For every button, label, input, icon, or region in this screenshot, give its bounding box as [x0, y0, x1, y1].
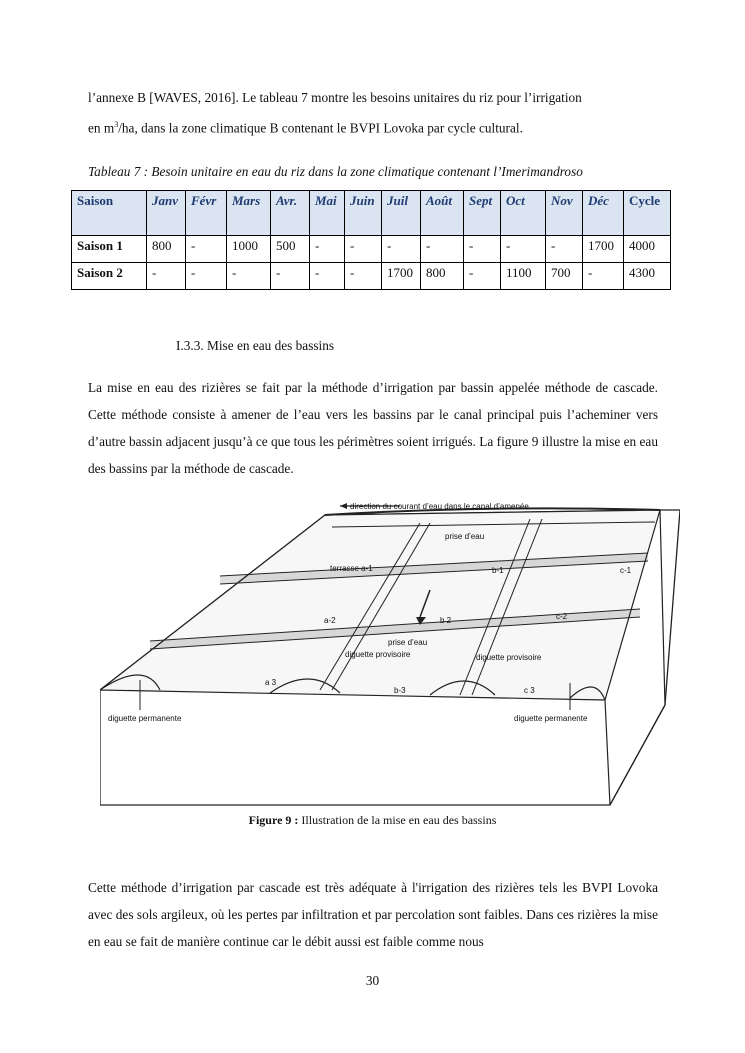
paragraph-adequacy: Cette méthode d’irrigation par cascade est très adéquate à l'irrigation des rizières tels les BVPI Lovoka avec des sols argileux, où les pertes par infiltration et par percolation sont faibles. Dans ces rizières la mise en eau se fait de manière continue car le débit aussi est faible comme nous [88, 880, 658, 949]
header-juil: Juil [382, 191, 421, 236]
table-cell: - [345, 263, 382, 290]
cascade-irrigation-figure [100, 495, 680, 810]
table-cell: - [310, 236, 345, 263]
superscript-3: 3 [114, 120, 119, 129]
header-cycle: Cycle [624, 191, 671, 236]
label-prise-2: prise d’eau [388, 638, 428, 647]
figure-caption [0, 813, 745, 828]
header-mars: Mars [227, 191, 271, 236]
label-diguette-permanente-2: diguette permanente [514, 714, 588, 723]
table-cell: 800 [421, 263, 464, 290]
label-b3: b-3 [394, 686, 406, 695]
page-number: 30 [365, 973, 380, 988]
table-cell: - [186, 263, 227, 290]
figure-caption-text: Illustration de la mise en eau des bassins [298, 813, 497, 827]
header-nov: Nov [546, 191, 583, 236]
figure-caption-label: Figure 9 : [248, 813, 299, 827]
table-cell: 4300 [624, 263, 671, 290]
label-terrasse: terrasse a-1 [330, 564, 373, 573]
intro-paragraph [88, 84, 658, 141]
label-diguette-provisoire-1: diguette provisoire [345, 650, 411, 659]
intro-line-2-pre: en m [88, 120, 115, 136]
label-diguette-provisoire-2: diguette provisoire [476, 653, 542, 662]
table-cell: 1700 [382, 263, 421, 290]
table-cell: - [382, 236, 421, 263]
header-mai: Mai [310, 191, 345, 236]
section-title: I.3.3. Mise en eau des bassins [176, 338, 335, 353]
table-cell: 700 [546, 263, 583, 290]
table-cell: 800 [147, 236, 186, 263]
label-b2: b 2 [440, 616, 452, 625]
label-c1: c-1 [620, 566, 632, 575]
header-saison: Saison [72, 191, 147, 236]
table-header-row [72, 191, 671, 236]
label-c2: c-2 [556, 612, 568, 621]
header-dec: Déc [583, 191, 624, 236]
table-row [72, 236, 671, 263]
intro-line-2-post: /ha, dans la zone climatique B contenant le BVPI Lovoka par cycle cultural. [118, 120, 523, 136]
table-cell: - [546, 236, 583, 263]
header-sept: Sept [464, 191, 501, 236]
label-prise-1: prise d’eau [445, 532, 485, 541]
table-cell: - [310, 263, 345, 290]
table-cell: - [345, 236, 382, 263]
terrace-surface [100, 510, 660, 700]
header-aout: Août [421, 191, 464, 236]
table-row [72, 263, 671, 290]
label-direction: direction du courant d’eau dans le canal d’amenée [350, 502, 529, 511]
label-diguette-permanente-1: diguette permanente [108, 714, 182, 723]
table-cell: - [227, 263, 271, 290]
table-cell: - [464, 263, 501, 290]
table-cell: - [464, 236, 501, 263]
table-cell: 1100 [501, 263, 546, 290]
table-caption: Tableau 7 : Besoin unitaire en eau du riz dans la zone climatique contenant l’Imerimandroso [88, 164, 583, 179]
table-cell: 1700 [583, 236, 624, 263]
table-cell: 4000 [624, 236, 671, 263]
table-cell: 500 [271, 236, 310, 263]
table-cell: - [186, 236, 227, 263]
label-c3: c 3 [524, 686, 535, 695]
paragraph-cascade: La mise en eau des rizières se fait par la méthode d’irrigation par bassin appelée méthode de cascade. Cette méthode consiste à amener de l’eau vers les bassins par le canal principal puis l’acheminer vers d’autre bassin adjacent jusqu’à ce que tous les périmètres soient irrigués. La figure 9 illustre la mise en eau des bassins par la méthode de cascade. [88, 380, 658, 476]
label-a2: a-2 [324, 616, 336, 625]
table-cell: - [501, 236, 546, 263]
intro-line-1: l’annexe B [WAVES, 2016]. Le tableau 7 montre les besoins unitaires du riz pour l’irrigation [88, 90, 582, 105]
flow-arrow-head [340, 503, 347, 509]
table-cell: Saison 2 [72, 263, 147, 290]
header-juin: Juin [345, 191, 382, 236]
table-cell: - [271, 263, 310, 290]
header-fevr: Févr [186, 191, 227, 236]
header-avr: Avr. [271, 191, 310, 236]
table-cell: Saison 1 [72, 236, 147, 263]
label-b1: b-1 [492, 566, 504, 575]
header-oct: Oct [501, 191, 546, 236]
label-a3: a 3 [265, 678, 277, 687]
table-cell: - [421, 236, 464, 263]
table-cell: 1000 [227, 236, 271, 263]
header-janv: Janv [147, 191, 186, 236]
table-cell: - [147, 263, 186, 290]
water-needs-table [71, 190, 671, 290]
table-cell: - [583, 263, 624, 290]
